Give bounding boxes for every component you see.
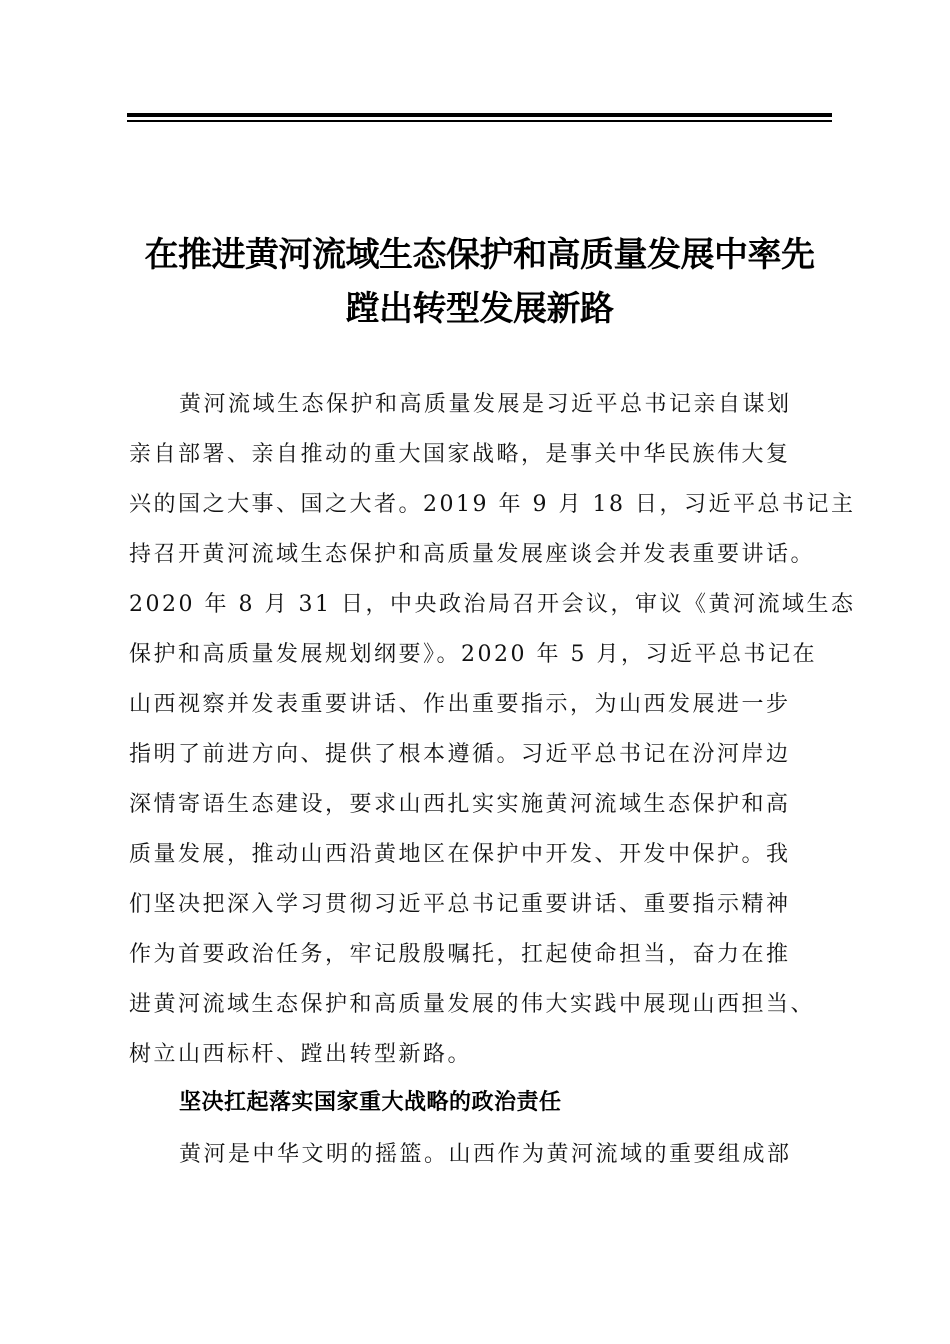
paragraph-line: 指明了前进方向、提供了根本遵循。习近平总书记在汾河岸边 [129, 742, 791, 767]
paragraph-line: 深情寄语生态建设，要求山西扎实实施黄河流域生态保护和高 [129, 792, 791, 817]
title-line-2: 蹚出转型发展新路 [345, 289, 614, 329]
paragraph-line: 亲自部署、亲自推动的重大国家战略，是事关中华民族伟大复 [129, 442, 791, 467]
paragraph-line: 进黄河流域生态保护和高质量发展的伟大实践中展现山西担当、 [129, 992, 816, 1017]
paragraph-line: 持召开黄河流域生态保护和高质量发展座谈会并发表重要讲话。 [129, 542, 816, 567]
title-line-1: 在推进黄河流域生态保护和高质量发展中率先 [144, 235, 815, 275]
paragraph-line: 2020 年 8 月 31 日，中央政治局召开会议，审议《黄河流域生态 [129, 592, 856, 617]
header-rule-thin [127, 120, 832, 122]
paragraph-line: 保护和高质量发展规划纲要》。2020 年 5 月，习近平总书记在 [129, 642, 817, 667]
header-rule-thick [127, 113, 832, 117]
paragraph-line: 作为首要政治任务，牢记殷殷嘱托，扛起使命担当，奋力在推 [129, 942, 791, 967]
document-title [127, 228, 832, 336]
paragraph-line: 黄河是中华文明的摇篮。山西作为黄河流域的重要组成部 [179, 1142, 792, 1167]
paragraph-line: 们坚决把深入学习贯彻习近平总书记重要讲话、重要指示精神 [129, 892, 791, 917]
paragraph-line: 质量发展，推动山西沿黄地区在保护中开发、开发中保护。我 [129, 842, 791, 867]
paragraph-line: 兴的国之大事、国之大者。2019 年 9 月 18 日，习近平总书记主 [129, 492, 856, 517]
paragraph-line: 树立山西标杆、蹚出转型新路。 [129, 1042, 473, 1067]
paragraph-line: 山西视察并发表重要讲话、作出重要指示，为山西发展进一步 [129, 692, 791, 717]
paragraph-line: 黄河流域生态保护和高质量发展是习近平总书记亲自谋划 [179, 392, 792, 417]
section-heading: 坚决扛起落实国家重大战略的政治责任 [179, 1090, 562, 1115]
